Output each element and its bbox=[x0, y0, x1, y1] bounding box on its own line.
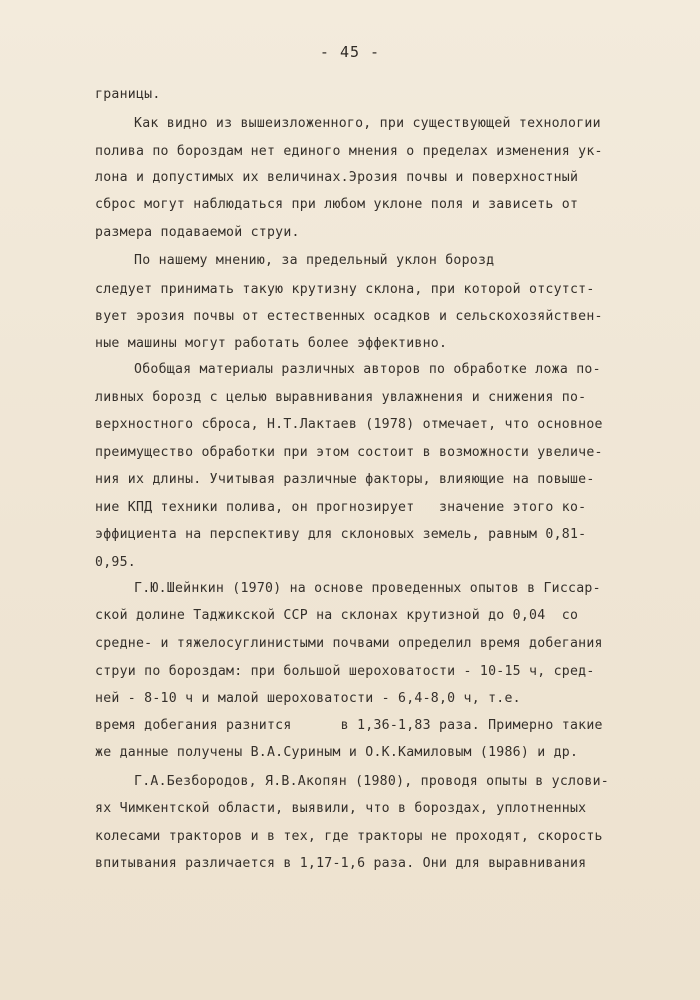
text-line: сброс могут наблюдаться при любом уклоне поля и зависеть от bbox=[95, 197, 579, 212]
text-line: вует эрозия почвы от естественных осадков и сельскохозяйствен- bbox=[95, 309, 603, 324]
text-line: ях Чимкентской области, выявили, что в бороздах, уплотненных bbox=[95, 801, 587, 816]
text-line: границы. bbox=[95, 87, 161, 102]
text-line: ской долине Таджикской ССР на склонах крутизной до 0,04 со bbox=[95, 608, 579, 623]
text-line: ние КПД техники полива, он прогнозирует значение этого ко- bbox=[95, 500, 587, 515]
text-line: Как видно из вышеизложенного, при существующей технологии bbox=[134, 116, 601, 131]
text-line: следует принимать такую крутизну склона, при которой отсутст- bbox=[95, 282, 595, 297]
text-line: По нашему мнению, за предельный уклон борозд bbox=[134, 253, 495, 268]
text-line: преимущество обработки при этом состоит в возможности увеличе- bbox=[95, 445, 603, 460]
text-line: средне- и тяжелосуглинистыми почвами определил время добегания bbox=[95, 636, 603, 651]
text-line: время добегания разнится в 1,36-1,83 раза. Примерно такие bbox=[95, 718, 603, 733]
page-number: - 45 - bbox=[319, 43, 381, 61]
text-line: размера подаваемой струи. bbox=[95, 225, 300, 240]
text-line: 0,95. bbox=[95, 555, 136, 570]
text-line: эффициента на перспективу для склоновых земель, равным 0,81- bbox=[95, 527, 587, 542]
text-line: лона и допустимых их величинах.Эрозия почвы и поверхностный bbox=[95, 170, 579, 185]
text-line: ные машины могут работать более эффективно. bbox=[95, 336, 448, 351]
text-line: Обобщая материалы различных авторов по обработке ложа по- bbox=[134, 362, 601, 377]
text-line: ния их длины. Учитывая различные факторы, влияющие на повыше- bbox=[95, 472, 595, 487]
text-line: же данные получены В.А.Суриным и О.К.Камиловым (1986) и др. bbox=[95, 745, 579, 760]
text-line: полива по бороздам нет единого мнения о пределах изменения ук- bbox=[95, 144, 603, 159]
text-line: струи по бороздам: при большой шероховатости - 10-15 ч, сред- bbox=[95, 664, 595, 679]
text-line: Г.А.Безбородов, Я.В.Акопян (1980), проводя опыты в услови- bbox=[134, 774, 609, 789]
text-line: ливных борозд с целью выравнивания увлажнения и снижения по- bbox=[95, 390, 587, 405]
text-line: верхностного сброса, Н.Т.Лактаев (1978) отмечает, что основное bbox=[95, 417, 603, 432]
text-line: впитывания различается в 1,17-1,6 раза. Они для выравнивания bbox=[95, 856, 587, 871]
text-line: ней - 8-10 ч и малой шероховатости - 6,4-8,0 ч, т.е. bbox=[95, 691, 521, 706]
text-line: колесами тракторов и в тех, где тракторы не проходят, скорость bbox=[95, 829, 603, 844]
text-line: Г.Ю.Шейнкин (1970) на основе проведенных опытов в Гиссар- bbox=[134, 581, 601, 596]
